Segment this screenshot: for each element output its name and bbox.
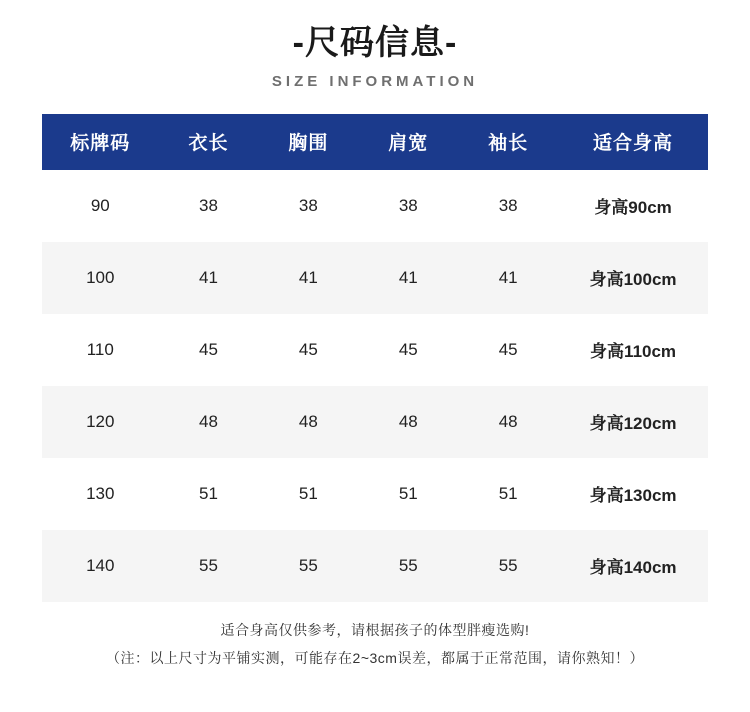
cell-label-size: 140	[42, 530, 159, 602]
page-title: -尺码信息-	[292, 24, 458, 62]
notes-section	[0, 616, 750, 672]
table-row	[42, 314, 708, 386]
column-header-label-size: 标牌码	[42, 114, 159, 170]
cell-length: 41	[159, 242, 259, 314]
cell-sleeve: 48	[458, 386, 558, 458]
table-row	[42, 170, 708, 242]
cell-bust: 45	[258, 314, 358, 386]
cell-sleeve: 51	[458, 458, 558, 530]
cell-label-size: 90	[42, 170, 159, 242]
cell-bust: 48	[258, 386, 358, 458]
cell-shoulder: 55	[358, 530, 458, 602]
table-row	[42, 242, 708, 314]
column-header-height: 适合身高	[558, 114, 708, 170]
cell-length: 45	[159, 314, 259, 386]
cell-sleeve: 45	[458, 314, 558, 386]
cell-length: 48	[159, 386, 259, 458]
table-row	[42, 530, 708, 602]
cell-height: 身高130cm	[558, 458, 708, 530]
cell-height: 身高100cm	[558, 242, 708, 314]
note-line-tolerance: （注：以上尺寸为平铺实测，可能存在2~3cm误差，都属于正常范围，请你熟知！）	[106, 649, 644, 666]
cell-label-size: 120	[42, 386, 159, 458]
table-row	[42, 386, 708, 458]
cell-length: 51	[159, 458, 259, 530]
cell-sleeve: 41	[458, 242, 558, 314]
cell-length: 38	[159, 170, 259, 242]
cell-height: 身高120cm	[558, 386, 708, 458]
table-header-row	[42, 114, 708, 170]
column-header-shoulder: 肩宽	[358, 114, 458, 170]
cell-shoulder: 48	[358, 386, 458, 458]
cell-sleeve: 55	[458, 530, 558, 602]
column-header-sleeve: 袖长	[458, 114, 558, 170]
size-table-container	[42, 114, 708, 602]
page-header	[0, 0, 750, 90]
cell-label-size: 130	[42, 458, 159, 530]
cell-height: 身高90cm	[558, 170, 708, 242]
cell-height: 身高140cm	[558, 530, 708, 602]
column-header-length: 衣长	[159, 114, 259, 170]
cell-bust: 51	[258, 458, 358, 530]
cell-bust: 55	[258, 530, 358, 602]
cell-bust: 38	[258, 170, 358, 242]
size-table	[42, 114, 708, 602]
cell-sleeve: 38	[458, 170, 558, 242]
cell-height: 身高110cm	[558, 314, 708, 386]
cell-shoulder: 45	[358, 314, 458, 386]
column-header-bust: 胸围	[258, 114, 358, 170]
cell-shoulder: 51	[358, 458, 458, 530]
table-row	[42, 458, 708, 530]
page-subtitle: SIZE INFORMATION	[271, 72, 479, 90]
cell-bust: 41	[258, 242, 358, 314]
cell-label-size: 100	[42, 242, 159, 314]
cell-shoulder: 38	[358, 170, 458, 242]
cell-shoulder: 41	[358, 242, 458, 314]
table-body	[42, 170, 708, 602]
cell-length: 55	[159, 530, 259, 602]
note-line-reference: 适合身高仅供参考，请根据孩子的体型胖瘦选购!	[220, 621, 530, 638]
cell-label-size: 110	[42, 314, 159, 386]
